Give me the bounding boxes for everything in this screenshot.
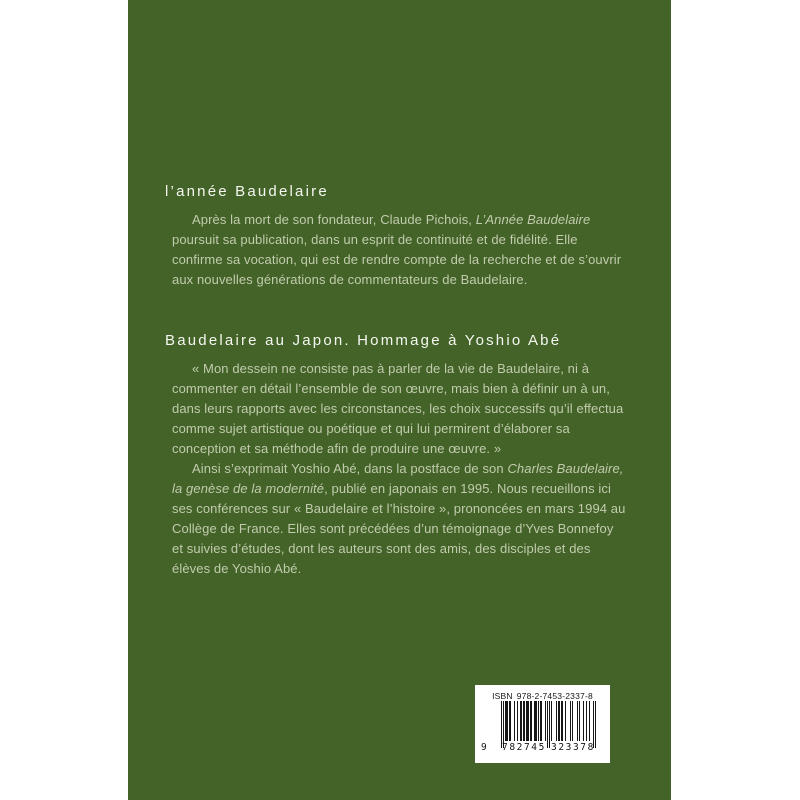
cover-paragraph: Après la mort de son fondateur, Claude Pichois, L’Année Baudelaire poursuit sa publication, dans un esprit de continuité et de fidélité. Elle confirme sa vocation, qui est de rendre compte de la recherche et de s’ouvrir aux nouvelles générations de commentateurs de Baudelaire.: [172, 212, 622, 287]
ean-digit-lead: 9: [481, 742, 489, 753]
section-body-lannee-baudelaire: [165, 210, 635, 290]
section-heading-baudelaire-au-japon: Baudelaire au Japon. Hommage à Yoshio Abé: [165, 332, 562, 349]
section-baudelaire-au-japon: [165, 332, 635, 579]
isbn-line: [475, 691, 610, 701]
ean-digits-group2: 323378: [551, 742, 595, 753]
cover-paragraph: « Mon dessein ne consiste pas à parler de la vie de Baudelaire, ni à commenter en détail l’ensemble de son œuvre, mais bien à définir un à un, dans leurs rapports avec les circonstances, les choix successifs qu’il effectua comme sujet artistique ou poétique et qui lui permirent d’élaborer sa conception et sa méthode afin de produire une œuvre. »: [172, 361, 624, 456]
cover-paragraph: Ainsi s’exprimait Yoshio Abé, dans la postface de son Charles Baudelaire, la genèse de la modernité, publié en japonais en 1995. Nous recueillons ici ses conférences sur « Baudelaire et l’histoire », prononcées en mars 1994 au Collège de France. Elles sont précédées d’un témoignage d’Yves Bonnefoy et suivies d’études, dont les auteurs sont des amis, des disciples et des élèves de Yoshio Abé.: [172, 461, 626, 576]
section-heading-lannee-baudelaire: l’année Baudelaire: [165, 183, 329, 200]
section-lannee-baudelaire: [165, 183, 635, 290]
isbn-label: ISBN: [492, 691, 513, 701]
ean-digits-group1: 782745: [502, 742, 546, 753]
back-cover: [128, 0, 671, 800]
section-body-baudelaire-au-japon: [165, 359, 635, 579]
ean-barcode-bars: [501, 701, 596, 748]
isbn-number: 978-2-7453-2337-8: [516, 691, 593, 701]
barcode: [475, 685, 610, 763]
